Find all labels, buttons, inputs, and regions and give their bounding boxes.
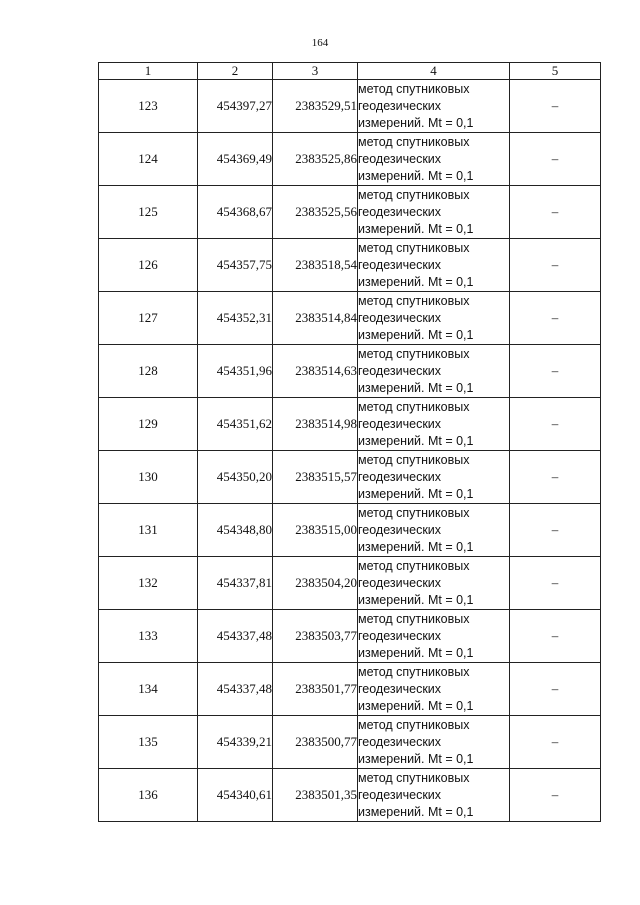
- column-5-cell: –: [510, 716, 601, 769]
- method-cell: [358, 133, 510, 186]
- method-cell: [358, 292, 510, 345]
- method-line: геодезических: [358, 257, 442, 272]
- x-coordinate-cell: 454397,27: [198, 80, 273, 133]
- y-coordinate-cell: 2383503,77: [273, 610, 358, 663]
- column-5-cell: –: [510, 610, 601, 663]
- column-5-cell: –: [510, 186, 601, 239]
- column-header: 5: [510, 63, 601, 80]
- column-5-cell: –: [510, 398, 601, 451]
- y-coordinate-cell: 2383525,56: [273, 186, 358, 239]
- x-coordinate-cell: 454351,62: [198, 398, 273, 451]
- method-cell: [358, 610, 510, 663]
- table-row: [99, 769, 601, 822]
- y-coordinate-cell: 2383514,84: [273, 292, 358, 345]
- point-number-cell: 124: [99, 133, 198, 186]
- method-cell: [358, 663, 510, 716]
- method-line: метод спутниковых: [358, 346, 470, 361]
- table-row: [99, 239, 601, 292]
- y-coordinate-cell: 2383501,77: [273, 663, 358, 716]
- column-5-cell: –: [510, 557, 601, 610]
- method-line: метод спутниковых: [358, 134, 470, 149]
- point-number-cell: 129: [99, 398, 198, 451]
- table-row: [99, 557, 601, 610]
- method-line: измерений. Mt = 0,1: [358, 115, 474, 130]
- method-line: измерений. Mt = 0,1: [358, 486, 474, 501]
- table-row: [99, 292, 601, 345]
- x-coordinate-cell: 454351,96: [198, 345, 273, 398]
- point-number-cell: 134: [99, 663, 198, 716]
- method-line: метод спутниковых: [358, 664, 470, 679]
- point-number-cell: 127: [99, 292, 198, 345]
- method-line: измерений. Mt = 0,1: [358, 539, 474, 554]
- y-coordinate-cell: 2383504,20: [273, 557, 358, 610]
- y-coordinate-cell: 2383501,35: [273, 769, 358, 822]
- table-row: [99, 133, 601, 186]
- y-coordinate-cell: 2383518,54: [273, 239, 358, 292]
- column-5-cell: –: [510, 663, 601, 716]
- method-line: метод спутниковых: [358, 558, 470, 573]
- column-5-cell: –: [510, 239, 601, 292]
- method-line: метод спутниковых: [358, 770, 470, 785]
- method-line: геодезических: [358, 628, 442, 643]
- column-header: 2: [198, 63, 273, 80]
- method-line: метод спутниковых: [358, 187, 470, 202]
- x-coordinate-cell: 454369,49: [198, 133, 273, 186]
- table-row: [99, 451, 601, 504]
- method-line: метод спутниковых: [358, 717, 470, 732]
- x-coordinate-cell: 454337,48: [198, 610, 273, 663]
- method-line: измерений. Mt = 0,1: [358, 274, 474, 289]
- method-line: геодезических: [358, 681, 442, 696]
- table-header-row: [99, 63, 601, 80]
- column-5-cell: –: [510, 345, 601, 398]
- x-coordinate-cell: 454348,80: [198, 504, 273, 557]
- method-line: геодезических: [358, 98, 442, 113]
- method-line: геодезических: [358, 522, 442, 537]
- point-number-cell: 123: [99, 80, 198, 133]
- method-cell: [358, 80, 510, 133]
- x-coordinate-cell: 454337,48: [198, 663, 273, 716]
- column-header: 3: [273, 63, 358, 80]
- method-line: геодезических: [358, 151, 442, 166]
- x-coordinate-cell: 454368,67: [198, 186, 273, 239]
- table-row: [99, 80, 601, 133]
- x-coordinate-cell: 454352,31: [198, 292, 273, 345]
- point-number-cell: 130: [99, 451, 198, 504]
- method-line: метод спутниковых: [358, 452, 470, 467]
- y-coordinate-cell: 2383500,77: [273, 716, 358, 769]
- method-line: геодезических: [358, 204, 442, 219]
- point-number-cell: 132: [99, 557, 198, 610]
- point-number-cell: 126: [99, 239, 198, 292]
- method-line: измерений. Mt = 0,1: [358, 168, 474, 183]
- method-line: измерений. Mt = 0,1: [358, 327, 474, 342]
- x-coordinate-cell: 454339,21: [198, 716, 273, 769]
- method-line: измерений. Mt = 0,1: [358, 751, 474, 766]
- point-number-cell: 131: [99, 504, 198, 557]
- method-line: метод спутниковых: [358, 505, 470, 520]
- method-line: метод спутниковых: [358, 399, 470, 414]
- method-line: измерений. Mt = 0,1: [358, 433, 474, 448]
- y-coordinate-cell: 2383514,98: [273, 398, 358, 451]
- method-line: измерений. Mt = 0,1: [358, 592, 474, 607]
- method-line: измерений. Mt = 0,1: [358, 380, 474, 395]
- method-line: измерений. Mt = 0,1: [358, 645, 474, 660]
- column-header: 4: [358, 63, 510, 80]
- method-cell: [358, 239, 510, 292]
- method-cell: [358, 716, 510, 769]
- y-coordinate-cell: 2383529,51: [273, 80, 358, 133]
- method-cell: [358, 504, 510, 557]
- column-5-cell: –: [510, 504, 601, 557]
- table-row: [99, 398, 601, 451]
- y-coordinate-cell: 2383514,63: [273, 345, 358, 398]
- column-header: 1: [99, 63, 198, 80]
- method-cell: [358, 451, 510, 504]
- table-row: [99, 663, 601, 716]
- method-cell: [358, 345, 510, 398]
- method-cell: [358, 398, 510, 451]
- method-cell: [358, 769, 510, 822]
- method-cell: [358, 186, 510, 239]
- column-5-cell: –: [510, 451, 601, 504]
- method-cell: [358, 557, 510, 610]
- x-coordinate-cell: 454337,81: [198, 557, 273, 610]
- method-line: геодезических: [358, 734, 442, 749]
- x-coordinate-cell: 454350,20: [198, 451, 273, 504]
- y-coordinate-cell: 2383525,86: [273, 133, 358, 186]
- column-5-cell: –: [510, 80, 601, 133]
- method-line: метод спутниковых: [358, 81, 470, 96]
- table-row: [99, 610, 601, 663]
- table-body: [99, 80, 601, 822]
- point-number-cell: 135: [99, 716, 198, 769]
- x-coordinate-cell: 454340,61: [198, 769, 273, 822]
- y-coordinate-cell: 2383515,57: [273, 451, 358, 504]
- page-number: 164: [311, 37, 329, 49]
- method-line: геодезических: [358, 363, 442, 378]
- table-row: [99, 186, 601, 239]
- coordinates-table: [98, 62, 601, 822]
- column-5-cell: –: [510, 133, 601, 186]
- method-line: геодезических: [358, 575, 442, 590]
- point-number-cell: 125: [99, 186, 198, 239]
- column-5-cell: –: [510, 769, 601, 822]
- method-line: геодезических: [358, 416, 442, 431]
- method-line: измерений. Mt = 0,1: [358, 698, 474, 713]
- x-coordinate-cell: 454357,75: [198, 239, 273, 292]
- point-number-cell: 128: [99, 345, 198, 398]
- method-line: метод спутниковых: [358, 293, 470, 308]
- point-number-cell: 133: [99, 610, 198, 663]
- method-line: измерений. Mt = 0,1: [358, 221, 474, 236]
- y-coordinate-cell: 2383515,00: [273, 504, 358, 557]
- method-line: геодезических: [358, 469, 442, 484]
- column-5-cell: –: [510, 292, 601, 345]
- method-line: метод спутниковых: [358, 611, 470, 626]
- table-row: [99, 345, 601, 398]
- table-row: [99, 716, 601, 769]
- method-line: метод спутниковых: [358, 240, 470, 255]
- method-line: геодезических: [358, 787, 442, 802]
- method-line: измерений. Mt = 0,1: [358, 804, 474, 819]
- point-number-cell: 136: [99, 769, 198, 822]
- table-row: [99, 504, 601, 557]
- method-line: геодезических: [358, 310, 442, 325]
